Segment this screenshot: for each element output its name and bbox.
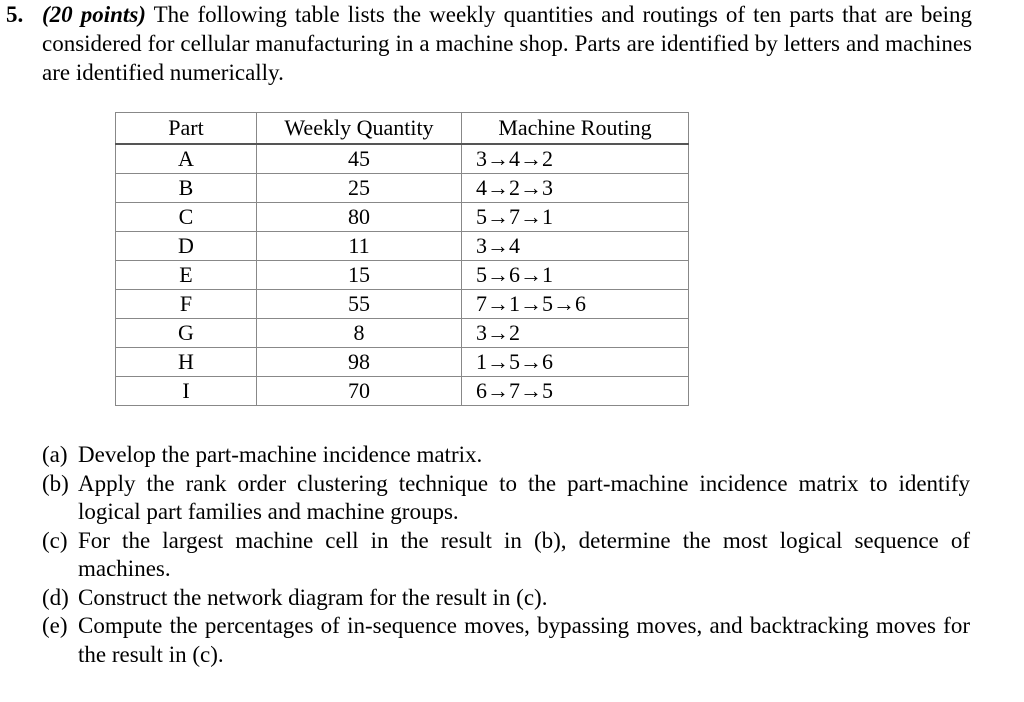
points-label: (20 points) — [42, 2, 146, 27]
routing-cell: 4→2→3 — [462, 174, 689, 203]
table-row — [116, 290, 689, 319]
subpart-label: (e) — [42, 613, 68, 638]
subpart-label: (d) — [42, 584, 69, 610]
table-header-row — [116, 113, 689, 145]
quantity-cell: 8 — [257, 319, 462, 348]
part-cell: G — [116, 319, 257, 348]
subpart-text: Apply the rank order clustering technique to the part-machine incidence matrix to identify logical part families and machine groups. — [78, 470, 970, 524]
quantity-cell: 80 — [257, 203, 462, 232]
subpart-b — [42, 470, 970, 527]
part-cell: D — [116, 232, 257, 261]
quantity-cell: 25 — [257, 174, 462, 203]
quantity-cell: 45 — [257, 144, 462, 174]
quantity-cell: 98 — [257, 348, 462, 377]
question-text — [42, 0, 972, 87]
table-row — [116, 377, 689, 406]
subpart-e — [42, 612, 970, 669]
subpart-c — [42, 527, 970, 584]
subpart-a — [42, 441, 970, 470]
quantity-cell: 55 — [257, 290, 462, 319]
table-row — [116, 174, 689, 203]
subpart-label: (a) — [42, 442, 68, 467]
part-cell: A — [116, 144, 257, 174]
problem-statement — [6, 0, 972, 87]
subpart-text: Compute the percentages of in-sequence moves, bypassing moves, and backtracking moves for the result in (c). — [78, 613, 970, 667]
routing-cell: 7→1→5→6 — [462, 290, 689, 319]
routing-cell: 3→4→2 — [462, 144, 689, 174]
routing-cell: 1→5→6 — [462, 348, 689, 377]
routing-cell: 3→2 — [462, 319, 689, 348]
quantity-cell: 11 — [257, 232, 462, 261]
routing-cell: 6→7→5 — [462, 377, 689, 406]
quantity-cell: 70 — [257, 377, 462, 406]
subpart-list — [42, 441, 970, 669]
part-cell: C — [116, 203, 257, 232]
part-cell: H — [116, 348, 257, 377]
subpart-label: (b) — [42, 470, 69, 496]
parts-routing-table — [115, 112, 689, 406]
header-weekly-quantity: Weekly Quantity — [257, 113, 462, 145]
table-row — [116, 232, 689, 261]
question-number: 5. — [6, 2, 24, 27]
quantity-cell: 15 — [257, 261, 462, 290]
part-cell: I — [116, 377, 257, 406]
part-cell: F — [116, 290, 257, 319]
subpart-text: Construct the network diagram for the result in (c). — [78, 584, 548, 610]
part-cell: E — [116, 261, 257, 290]
statement-text: The following table lists the weekly quantities and routings of ten parts that are being considered for cellular manufacturing in a machine shop. Parts are identified by letters and machines are identified numerically. — [42, 2, 973, 85]
routing-cell: 5→6→1 — [462, 261, 689, 290]
table-row — [116, 348, 689, 377]
header-machine-routing: Machine Routing — [462, 113, 689, 145]
subpart-label: (c) — [42, 527, 68, 553]
table-row — [116, 144, 689, 174]
routing-cell: 3→4 — [462, 232, 689, 261]
table-row — [116, 261, 689, 290]
subpart-text: Develop the part-machine incidence matrix. — [78, 442, 483, 467]
header-part: Part — [116, 113, 257, 145]
part-cell: B — [116, 174, 257, 203]
subpart-d — [42, 584, 970, 613]
subpart-text: For the largest machine cell in the result in (b), determine the most logical sequence of machines. — [78, 527, 970, 581]
table-row — [116, 319, 689, 348]
table-row — [116, 203, 689, 232]
routing-cell: 5→7→1 — [462, 203, 689, 232]
